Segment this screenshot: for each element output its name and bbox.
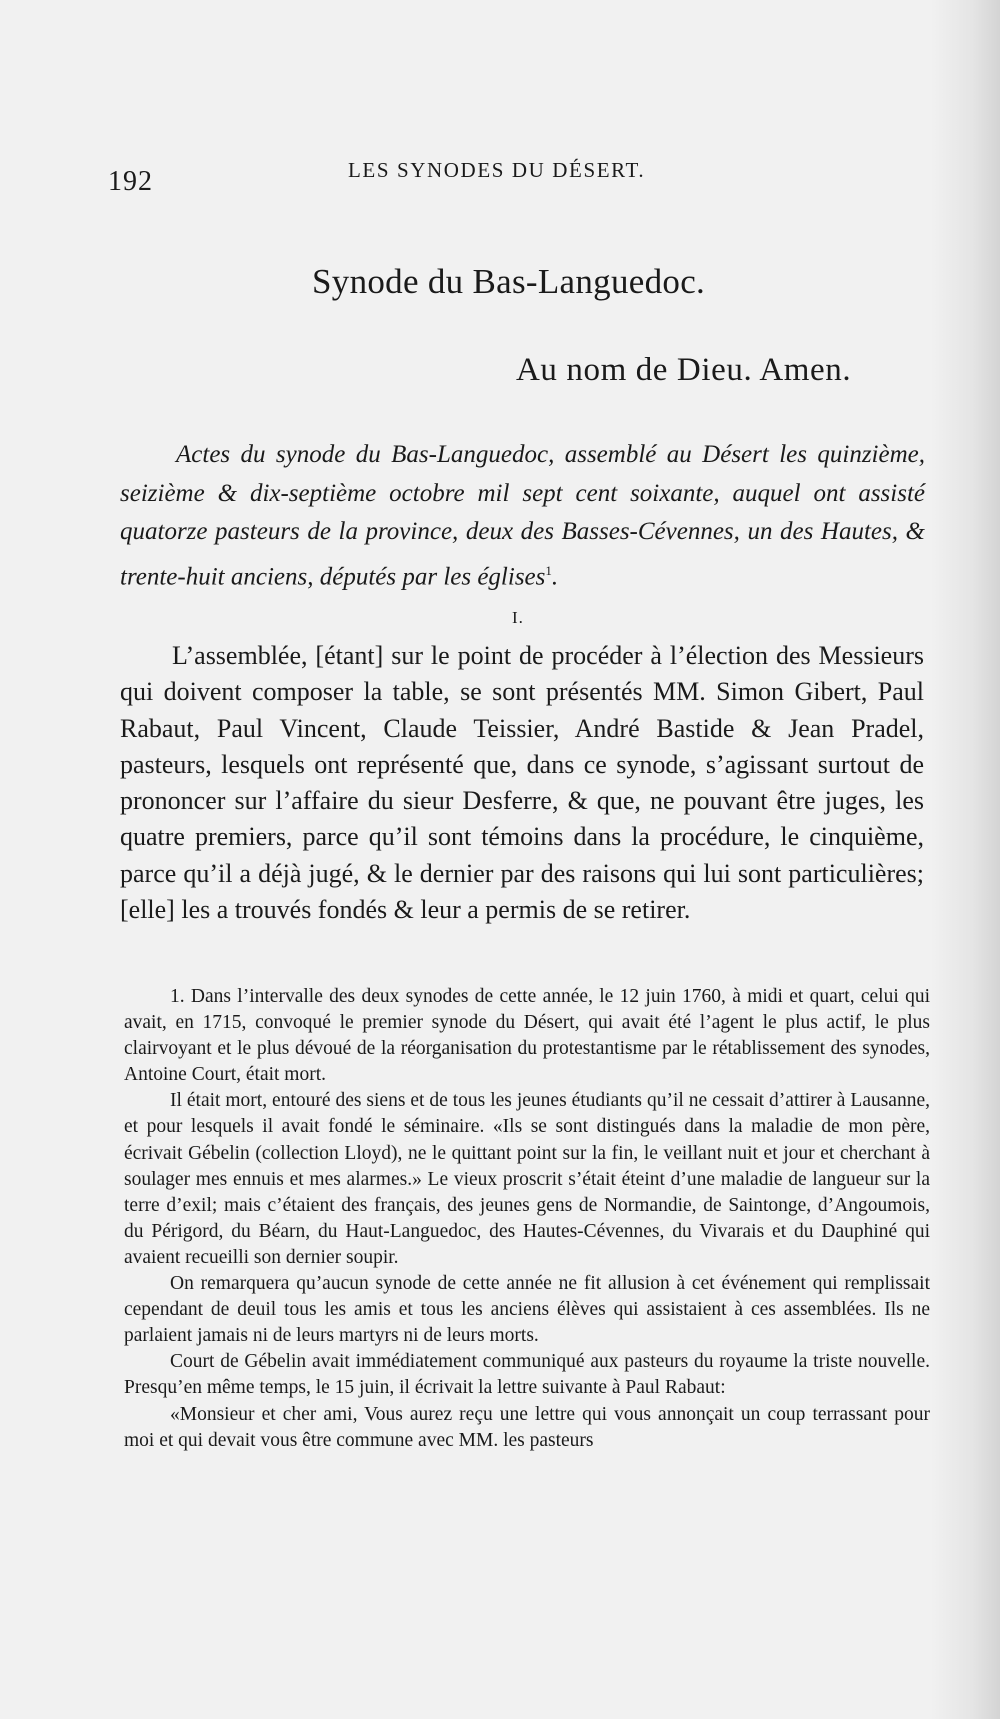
footnote-paragraph: Il était mort, entouré des siens et de tous les jeunes étudiants qu’il ne cessait d’attirer à Lausanne, et pour lesquels il avait fondé le séminaire. «Ils se sont distingués dans la maladie de mon père, écrivait Gébelin (collection Lloyd), ne le quittant point sur la fin, le veillant nuit et jour et cherchant à soulager mes ennuis et mes alarmes.» Le vieux proscrit s’était éteint d’une maladie de langueur sur la terre d’exil; mais c’étaient des français, des jeunes gens de Normandie, de Saintonge, d’Angoumois, du Périgord, du Béarn, du Haut-Languedoc, des Hautes-Cévennes, du Vivarais et du Dauphiné qui avaient recueilli son dernier soupir. — [124, 1090, 930, 1268]
footnote-paragraph: «Monsieur et cher ami, Vous aurez reçu une lettre qui vous annonçait un coup terrassant pour moi et qui devait vous être commune avec MM. les pasteurs — [124, 1403, 930, 1451]
synod-intro-end: . — [551, 562, 559, 590]
synod-intro-text: Actes du synode du Bas-Languedoc, assemblé au Désert les quinzième, seizième & dix-septième octobre mil sept cent soixante, auquel ont assisté quatorze pasteurs de la province, deux des Basses-Cévennes, un des Hautes, & trente-huit anciens, députés par les églises — [120, 441, 925, 590]
footnote-paragraph: 1. Dans l’intervalle des deux synodes de cette année, le 12 juin 1760, à midi et quart, celui qui avait, en 1715, convoqué le premier synode du Désert, qui avait été l’agent le plus actif, le plus clairvoyant et le plus dévoué de la réorganisation du protestantisme par le rétablissement des synodes, Antoine Court, était mort. — [124, 986, 930, 1086]
article-paragraph: L’assemblée, [étant] sur le point de procéder à l’élection des Messieurs qui doivent composer la table, se sont présentés MM. Simon Gibert, Paul Rabaut, Paul Vincent, Claude Teissier, André Bastide & Jean Pradel, pasteurs, lesquels ont représenté que, dans ce synode, s’agissant surtout de prononcer sur l’affaire du sieur Desferre, & que, ne pouvant être juges, les quatre premiers, parce qu’il sont témoins dans la procédure, le cinquième, parce qu’il a déjà jugé, & le dernier par des raisons qui lui sont particulières; [elle] les a trouvés fondés & leur a permis de se retirer. — [120, 641, 924, 925]
article-number: I. — [512, 608, 524, 627]
section-heading: Synode du Bas-Languedoc. — [312, 262, 706, 301]
footnotes — [124, 984, 930, 1454]
running-head: LES SYNODES DU DÉSERT. — [348, 158, 646, 182]
synod-intro — [120, 436, 925, 596]
footnote-paragraph: On remarquera qu’aucun synode de cette année ne fit allusion à cet événement qui remplissait cependant de deuil tous les amis et tous les anciens élèves qui assistaient à ces assemblées. Ils ne parlaient jamais ni de leurs martyrs ni de leurs morts. — [124, 1273, 930, 1347]
footnote-reference: 1 — [545, 562, 552, 578]
page-number: 192 — [108, 166, 153, 197]
invocation-heading: Au nom de Dieu. Amen. — [516, 352, 852, 388]
footnote-paragraph: Court de Gébelin avait immédiatement communiqué aux pasteurs du royaume la triste nouvelle. Presqu’en même temps, le 15 juin, il écrivait la lettre suivante à Paul Rabaut: — [124, 1351, 930, 1399]
